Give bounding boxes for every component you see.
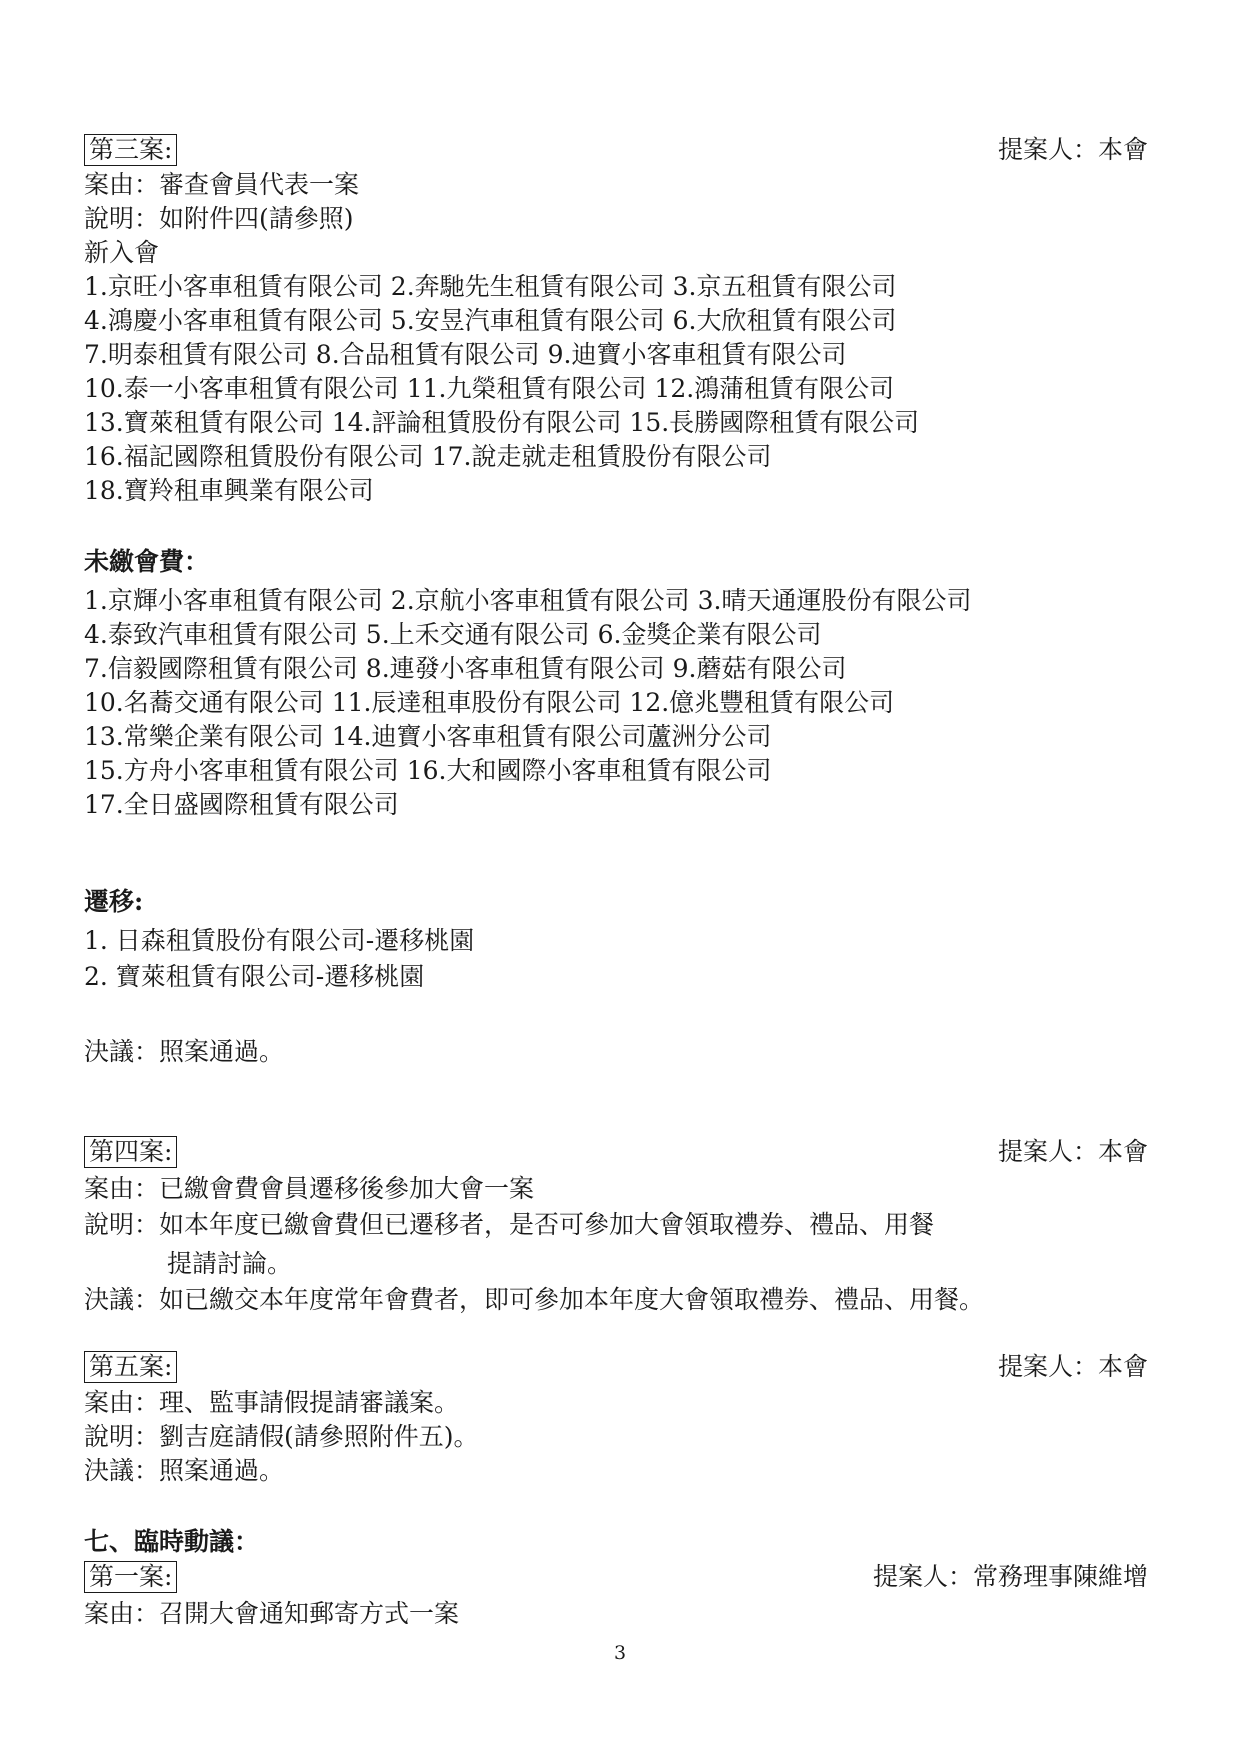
list-item: 16.福記國際租賃股份有限公司 17.說走就走租賃股份有限公司	[84, 442, 772, 471]
case5-resolution: 決議：照案通過。	[84, 1456, 285, 1485]
list-item: 10.泰一小客車租賃有限公司 11.九榮租賃有限公司 12.鴻蒲租賃有限公司	[84, 374, 895, 403]
case5-heading	[84, 1350, 177, 1384]
list-item: 13.常樂企業有限公司 14.迪寶小客車租賃有限公司蘆洲分公司	[84, 722, 772, 751]
list-item: 18.寶羚租車興業有限公司	[84, 476, 374, 505]
case4-heading-box: 第四案:	[84, 1136, 177, 1168]
list-item: 1. 日森租賃股份有限公司-遷移桃園	[84, 926, 475, 955]
unpaid-heading: 未繳會費：	[84, 547, 210, 576]
case4-resolution: 決議：如已繳交本年度常年會費者，即可參加本年度大會領取禮券、禮品、用餐。	[84, 1285, 985, 1314]
section7-case1-heading-box: 第一案:	[84, 1561, 177, 1593]
case3-heading-box: 第三案:	[84, 134, 177, 166]
case3-proposer: 提案人：本會	[997, 135, 1148, 164]
list-item: 4.鴻慶小客車租賃有限公司 5.安昱汽車租賃有限公司 6.大欣租賃有限公司	[84, 306, 897, 335]
case4-explanation-cont: 提請討論。	[167, 1249, 293, 1278]
relocation-heading: 遷移:	[84, 887, 144, 916]
section7-case1-proposer: 提案人：常務理事陳維增	[872, 1562, 1148, 1591]
case3-heading	[84, 133, 177, 167]
section7-heading: 七、臨時動議：	[84, 1527, 260, 1556]
case5-explanation: 說明：劉吉庭請假(請參照附件五)。	[84, 1422, 479, 1451]
case5-heading-box: 第五案:	[84, 1351, 177, 1383]
case3-resolution: 決議：照案通過。	[84, 1037, 285, 1066]
list-item: 17.全日盛國際租賃有限公司	[84, 790, 399, 819]
list-item: 10.名蕎交通有限公司 11.辰達租車股份有限公司 12.億兆豐租賃有限公司	[84, 688, 895, 717]
list-item: 4.泰致汽車租賃有限公司 5.上禾交通有限公司 6.金獎企業有限公司	[84, 620, 822, 649]
section7-case1-reason: 案由：召開大會通知郵寄方式一案	[84, 1599, 460, 1628]
case3-explanation: 說明：如附件四(請參照)	[84, 204, 354, 233]
section7-case1-heading	[84, 1560, 177, 1594]
case3-reason: 案由：審查會員代表一案	[84, 170, 360, 199]
list-item: 1.京旺小客車租賃有限公司 2.奔馳先生租賃有限公司 3.京五租賃有限公司	[84, 272, 897, 301]
page-number: 3	[613, 1642, 627, 1664]
list-item: 13.寶萊租賃有限公司 14.評論租賃股份有限公司 15.長勝國際租賃有限公司	[84, 408, 920, 437]
case4-proposer: 提案人：本會	[997, 1137, 1148, 1166]
case5-proposer: 提案人：本會	[997, 1352, 1148, 1381]
list-item: 1.京輝小客車租賃有限公司 2.京航小客車租賃有限公司 3.晴天通運股份有限公司	[84, 586, 972, 615]
case4-reason: 案由：已繳會費會員遷移後參加大會一案	[84, 1174, 535, 1203]
case4-explanation: 說明：如本年度已繳會費但已遷移者，是否可參加大會領取禮券、禮品、用餐	[84, 1210, 935, 1239]
case4-heading	[84, 1135, 177, 1169]
list-item: 7.信毅國際租賃有限公司 8.連發小客車租賃有限公司 9.蘑菇有限公司	[84, 654, 847, 683]
case5-reason: 案由：理、監事請假提請審議案。	[84, 1388, 460, 1417]
list-item: 7.明泰租賃有限公司 8.合品租賃有限公司 9.迪寶小客車租賃有限公司	[84, 340, 847, 369]
list-item: 15.方舟小客車租賃有限公司 16.大和國際小客車租賃有限公司	[84, 756, 772, 785]
new-members-heading: 新入會	[84, 238, 160, 267]
list-item: 2. 寶萊租賃有限公司-遷移桃園	[84, 962, 425, 991]
